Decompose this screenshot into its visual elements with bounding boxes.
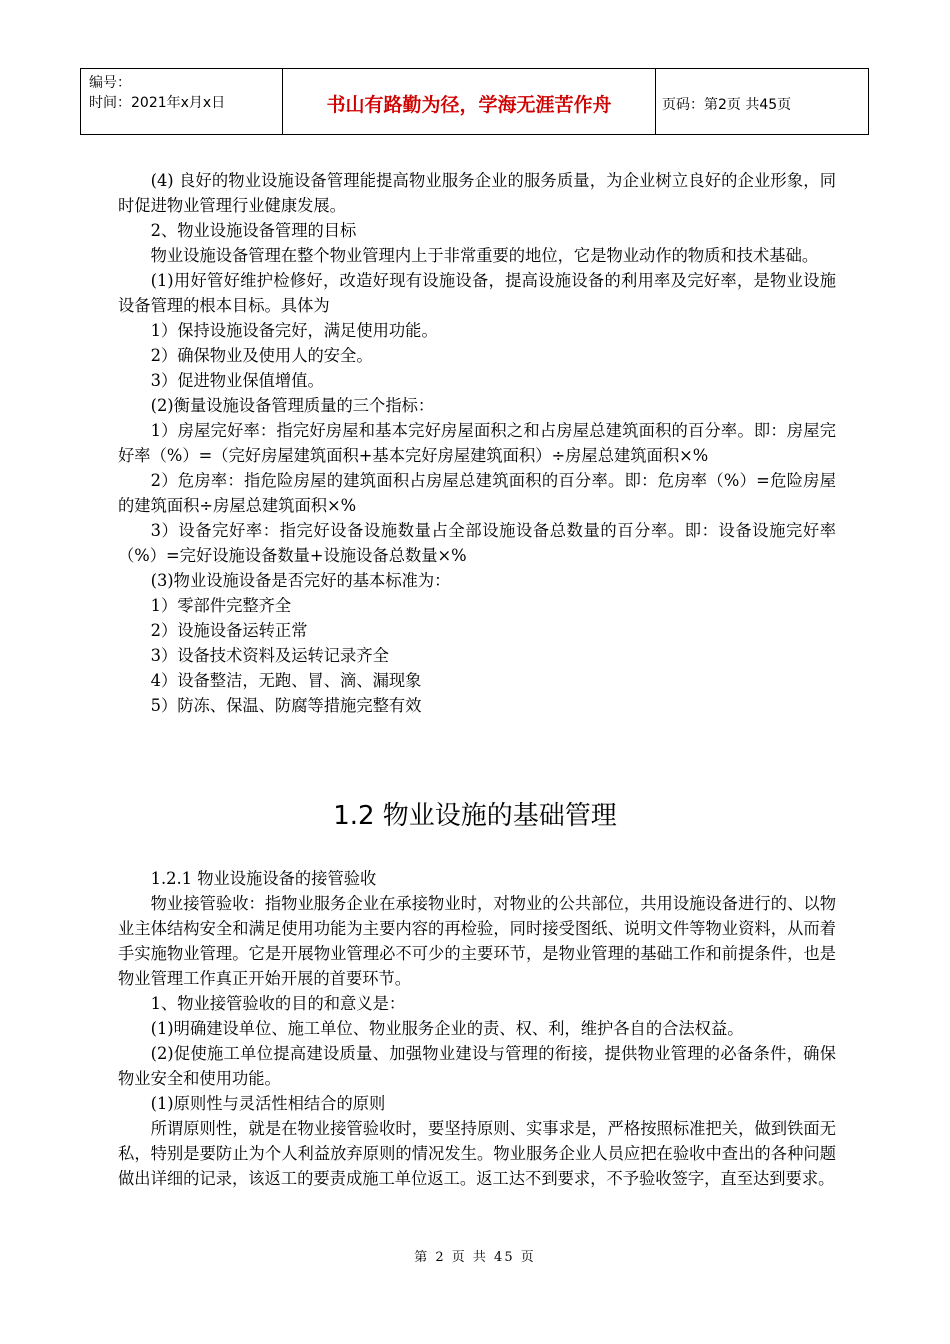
paragraph: (3)物业设施设备是否完好的基本标准为： xyxy=(150,571,451,590)
paragraph: 2）危房率：指危险房屋的建筑面积占房屋总建筑面积的百分率。即：危房率（%）=危险房屋的建筑面积÷房屋总建筑面积×% xyxy=(118,471,836,515)
document-date: 时间：2021年x月x日 xyxy=(89,95,226,111)
section-1-body xyxy=(118,168,836,718)
header-meta xyxy=(81,69,283,134)
paragraph: 物业接管验收：指物业服务企业在承接物业时，对物业的公共部位，共用设施设备进行的、以物业主体结构安全和满足使用功能为主要内容的再检验，同时接受图纸、说明文件等物业资料，从而着手实施物业管理。它是开展物业管理必不可少的主要环节，是物业管理的基础工作和前提条件，也是物业管理工作真正开始开展的首要环节。 xyxy=(118,894,836,988)
paragraph: 1）房屋完好率：指完好房屋和基本完好房屋面积之和占房屋总建筑面积的百分率。即：房屋完好率（%）=（完好房屋建筑面积+基本完好房屋建筑面积）÷房屋总建筑面积×% xyxy=(118,421,836,465)
section-2-body xyxy=(118,866,836,1191)
paragraph: 2、物业设施设备管理的目标 xyxy=(150,221,357,240)
paragraph: 2）确保物业及使用人的安全。 xyxy=(150,346,373,365)
paragraph: 1、物业接管验收的目的和意义是： xyxy=(150,994,406,1013)
paragraph: 1）零部件完整齐全 xyxy=(150,596,292,615)
paragraph: 4）设备整洁，无跑、冒、滴、漏现象 xyxy=(150,671,422,690)
paragraph: 3）设备技术资料及运转记录齐全 xyxy=(150,646,389,665)
paragraph: (2)促使施工单位提高建设质量、加强物业建设与管理的衔接，提供物业管理的必备条件，确保物业安全和使用功能。 xyxy=(118,1044,836,1088)
paragraph: (1)明确建设单位、施工单位、物业服务企业的责、权、利，维护各自的合法权益。 xyxy=(150,1019,744,1038)
paragraph: 物业设施设备管理在整个物业管理内上于非常重要的地位，它是物业动作的物质和技术基础。 xyxy=(150,246,819,265)
header-table xyxy=(80,68,869,135)
header-page-number: 页码：第2页 共45页 xyxy=(662,96,792,113)
paragraph: 2）设施设备运转正常 xyxy=(150,621,308,640)
paragraph: (1)用好管好维护检修好，改造好现有设施设备，提高设施设备的利用率及完好率，是物业设施设备管理的根本目标。具体为 xyxy=(118,271,836,315)
subsection-title: 1.2.1 物业设施设备的接管验收 xyxy=(150,869,377,888)
paragraph: 3）促进物业保值增值。 xyxy=(150,371,324,390)
page-footer: 第 2 页 共 45 页 xyxy=(414,1250,536,1265)
paragraph: 3）设备完好率：指完好设备设施数量占全部设施设备总数量的百分率。即：设备设施完好率（%）=完好设施设备数量+设施设备总数量×% xyxy=(118,521,836,565)
paragraph: (4) 良好的物业设施设备管理能提高物业服务企业的服务质量，为企业树立良好的企业形象，同时促进物业管理行业健康发展。 xyxy=(118,171,836,215)
paragraph: (2)衡量设施设备管理质量的三个指标： xyxy=(150,396,435,415)
header-motto: 书山有路勤为径，学海无涯苦作舟 xyxy=(283,69,656,134)
paragraph: 所谓原则性，就是在物业接管验收时，要坚持原则、实事求是，严格按照标准把关，做到铁面无私，特别是要防止为个人利益放弃原则的情况发生。物业服务企业人员应把在验收中查出的各种问题做出详细的记录，该返工的要责成施工单位返工。返工达不到要求，不予验收签字，直至达到要求。 xyxy=(118,1119,836,1188)
document-number: 编号： xyxy=(89,75,131,91)
paragraph: 5）防冻、保温、防腐等措施完整有效 xyxy=(150,696,422,715)
section-heading: 1.2 物业设施的基础管理 xyxy=(333,801,617,831)
paragraph: (1)原则性与灵活性相结合的原则 xyxy=(150,1094,386,1113)
paragraph: 1）保持设施设备完好，满足使用功能。 xyxy=(150,321,438,340)
